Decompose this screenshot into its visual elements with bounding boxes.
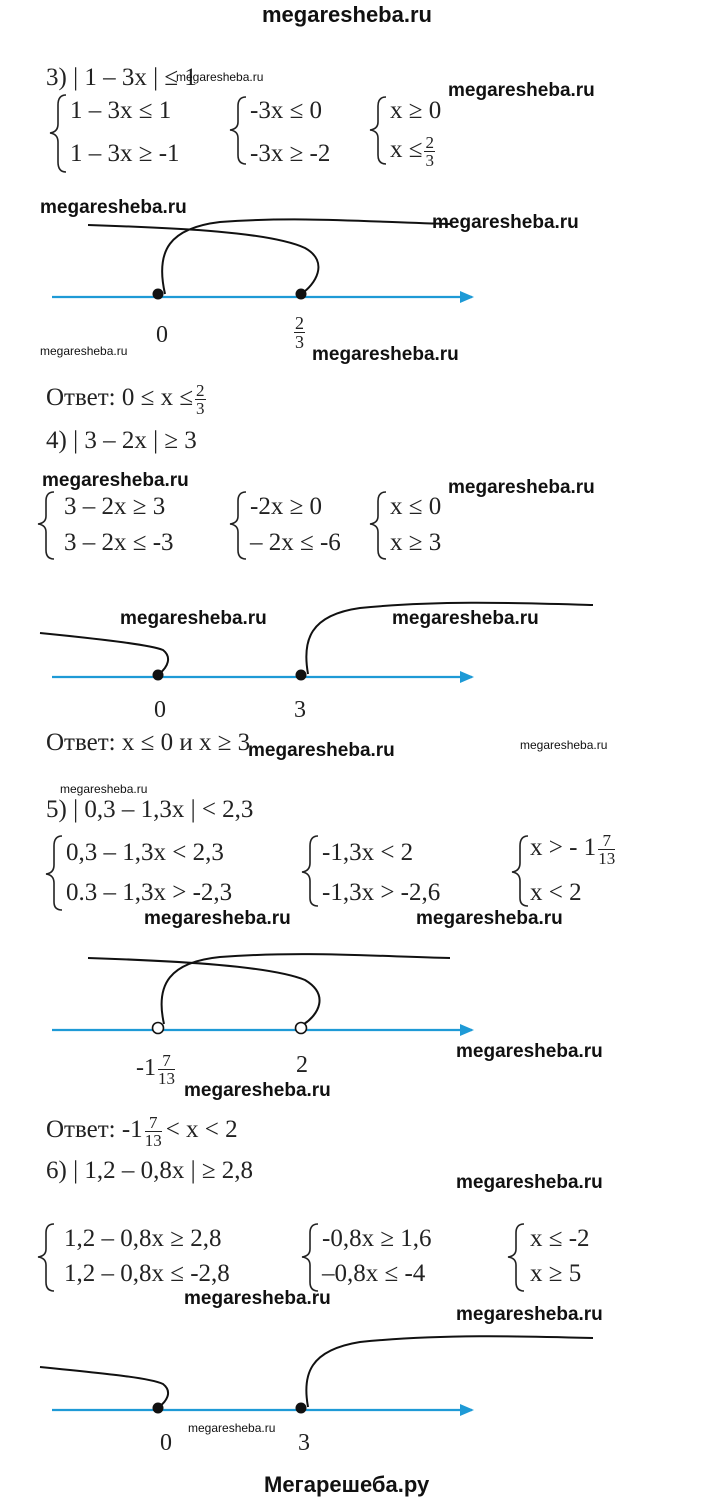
watermark: megaresheba.ru [184, 1288, 331, 1309]
p4-answer: Ответ: x ≤ 0 и x ≥ 3 [46, 729, 251, 756]
watermark: megaresheba.ru [248, 740, 395, 761]
braces [38, 95, 528, 1291]
problem-3-title: 3) | 1 – 3x | ≤ 1 [46, 64, 197, 91]
p4-sys1-line2: 3 – 2x ≤ -3 [64, 529, 174, 556]
watermark: megaresheba.ru [120, 608, 267, 629]
watermark: megaresheba.ru [392, 608, 539, 629]
p5-point-2: 2 [296, 1052, 308, 1078]
p5-sys1-line1: 0,3 – 1,3x < 2,3 [66, 839, 224, 866]
p3-sys3-line2: x ≤ $\frac{2}{3}$ [390, 133, 434, 170]
p4-sys3-line1: x ≤ 0 [390, 493, 442, 520]
p6-sys2-line2: –0,8x ≤ -4 [322, 1260, 426, 1287]
problem-6-title: 6) | 1,2 – 0,8x | ≥ 2,8 [46, 1157, 254, 1184]
number-line-6 [40, 1336, 593, 1413]
p4-sys2-line1: -2x ≥ 0 [250, 493, 323, 520]
site-header: megaresheba.ru [262, 2, 432, 27]
number-line-5 [52, 954, 472, 1033]
p4-sys1-line1: 3 – 2x ≥ 3 [64, 493, 166, 520]
watermark: megaresheba.ru [448, 80, 595, 101]
number-line-3 [52, 219, 472, 299]
watermark: megaresheba.ru [448, 477, 595, 498]
p3-sys2-line2: -3x ≥ -2 [250, 140, 331, 167]
p3-answer: Ответ: 0 ≤ x ≤ $\frac{2}{3}$ [46, 381, 205, 418]
p5-sys1-line2: 0.3 – 1,3x > -2,3 [66, 879, 233, 906]
p4-point-0: 0 [154, 697, 166, 723]
p5-sys2-line1: -1,3x < 2 [322, 839, 414, 866]
watermark: megaresheba.ru [432, 212, 579, 233]
watermark: megaresheba.ru [520, 738, 608, 752]
p4-point-3: 3 [294, 697, 306, 723]
watermark: megaresheba.ru [60, 782, 148, 796]
p3-sys1-line2: 1 – 3x ≥ -1 [70, 140, 180, 167]
p6-sys3-line2: x ≥ 5 [530, 1260, 582, 1287]
watermark: megaresheba.ru [416, 908, 563, 929]
p3-sys2-line1: -3x ≤ 0 [250, 97, 323, 124]
p3-point-0: 0 [156, 322, 168, 348]
p3-point-frac: $\frac{2}{3}$ [295, 313, 304, 352]
p3-sys3-line1: x ≥ 0 [390, 97, 442, 124]
p6-point-3: 3 [298, 1430, 310, 1456]
watermark: megaresheba.ru [456, 1172, 603, 1193]
p6-sys3-line1: x ≤ -2 [530, 1225, 590, 1252]
watermark: megaresheba.ru [40, 197, 187, 218]
watermark: megaresheba.ru [188, 1421, 276, 1435]
watermark: megaresheba.ru [456, 1304, 603, 1325]
problem-4-title: 4) | 3 – 2x | ≥ 3 [46, 427, 197, 454]
site-footer: Мегарешеба.ру [264, 1472, 430, 1497]
p5-point-left: -1 $\frac{7}{13}$ [136, 1051, 175, 1088]
p5-sys3-line2: x < 2 [530, 879, 582, 906]
watermark: megaresheba.ru [312, 344, 459, 365]
watermark: megaresheba.ru [40, 344, 128, 358]
p4-sys2-line2: – 2x ≤ -6 [250, 529, 341, 556]
watermark: megaresheba.ru [184, 1080, 331, 1101]
watermark: megaresheba.ru [456, 1041, 603, 1062]
p5-answer: Ответ: -1 $\frac{7}{13}$ < x < 2 [46, 1113, 238, 1150]
p6-sys2-line1: -0,8x ≥ 1,6 [322, 1225, 432, 1252]
p6-point-0: 0 [160, 1430, 172, 1456]
watermark: megaresheba.ru [144, 908, 291, 929]
watermark: megaresheba.ru [42, 470, 189, 491]
p5-sys2-line2: -1,3x > -2,6 [322, 879, 441, 906]
p6-sys1-line2: 1,2 – 0,8x ≤ -2,8 [64, 1260, 230, 1287]
p4-sys3-line2: x ≥ 3 [390, 529, 442, 556]
p6-sys1-line1: 1,2 – 0,8x ≥ 2,8 [64, 1225, 222, 1252]
problem-5-title: 5) | 0,3 – 1,3x | < 2,3 [46, 796, 254, 823]
p3-sys1-line1: 1 – 3x ≤ 1 [70, 97, 172, 124]
watermark: megaresheba.ru [176, 70, 264, 84]
p5-sys3-line1: x > - 1 $\frac{7}{13}$ [530, 831, 616, 868]
